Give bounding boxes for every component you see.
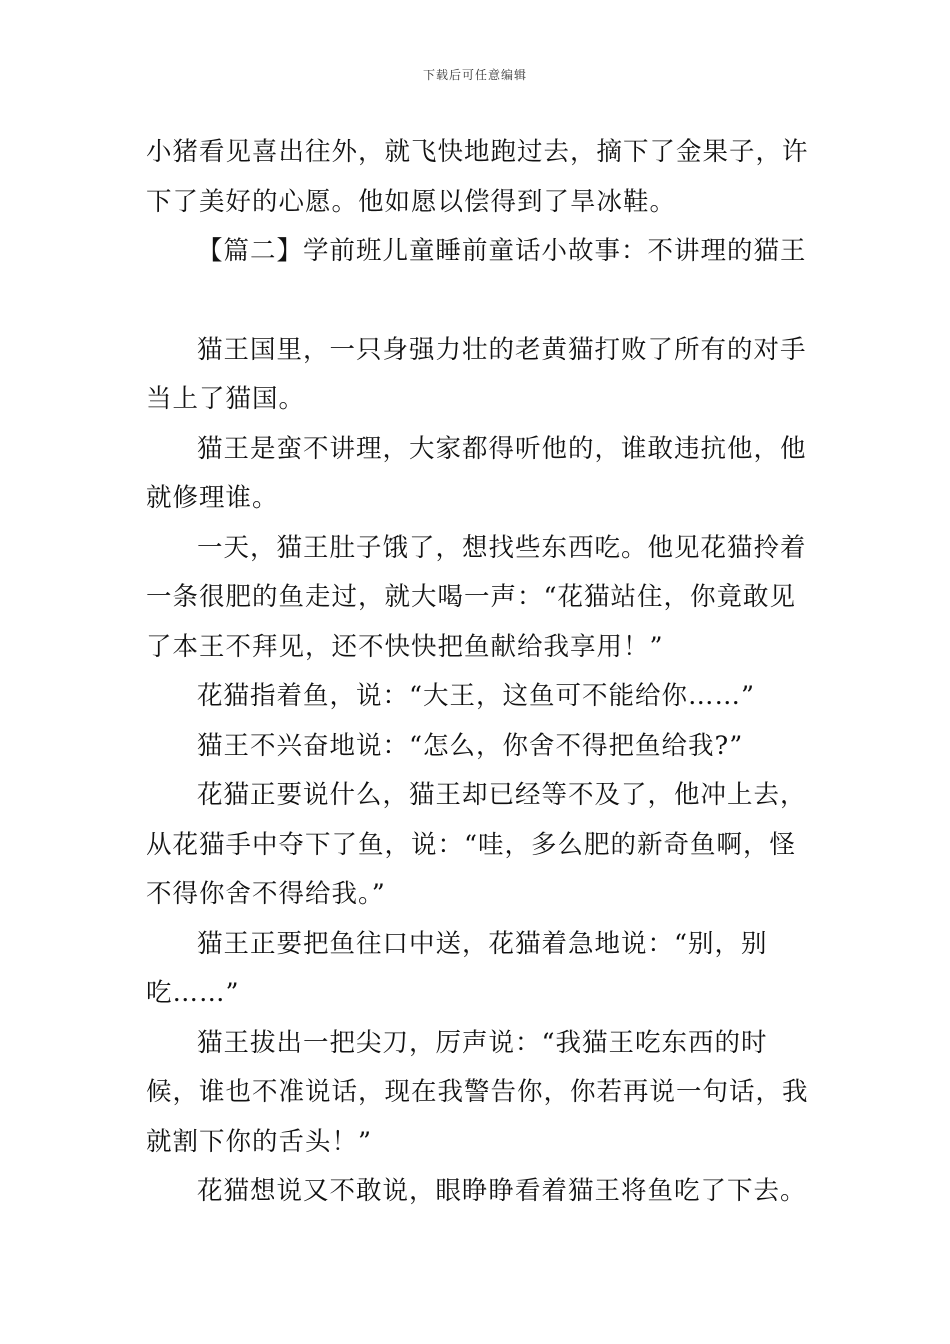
page-header: 下载后可任意编辑 <box>422 68 527 82</box>
body-paragraph: 猫王国里，一只身强力壮的老黄猫打败了所有的对手当上了猫国。 <box>146 334 807 414</box>
body-paragraph: 花猫想说又不敢说，眼睁睁看着猫王将鱼吃了下去。 <box>197 1176 807 1206</box>
body-paragraph: 花猫正要说什么，猫王却已经等不及了，他冲上去，从花猫手中夺下了鱼，说：“哇，多么肥的新奇鱼啊，怪不得你舍不得给我。” <box>146 780 807 909</box>
section-heading: 【篇二】学前班儿童睡前童话小故事：不讲理的猫王 <box>197 236 807 266</box>
body-paragraph: 小猪看见喜出往外，就飞快地跑过去，摘下了金果子，许下了美好的心愿。他如愿以偿得到了旱冰鞋。 <box>146 137 809 217</box>
body-paragraph: 猫王是蛮不讲理，大家都得听他的，谁敢违抗他，他就修理谁。 <box>146 433 807 513</box>
body-paragraph: 猫王拔出一把尖刀，厉声说：“我猫王吃东西的时候，谁也不准说话，现在我警告你，你若再说一句话，我就割下你的舌头！” <box>146 1027 809 1157</box>
body-paragraph: 一天，猫王肚子饿了，想找些东西吃。他见花猫拎着一条很肥的鱼走过，就大喝一声：“花猫站住，你竟敢见了本王不拜见，还不快快把鱼献给我享用！” <box>146 532 807 662</box>
body-paragraph: 猫王不兴奋地说：“怎么，你舍不得把鱼给我?” <box>197 730 744 761</box>
body-paragraph: 花猫指着鱼，说：“大王，这鱼可不能给你……” <box>197 681 756 711</box>
document-body <box>146 128 810 1217</box>
body-paragraph: 猫王正要把鱼往口中送，花猫着急地说：“别，别吃……” <box>146 928 768 1008</box>
